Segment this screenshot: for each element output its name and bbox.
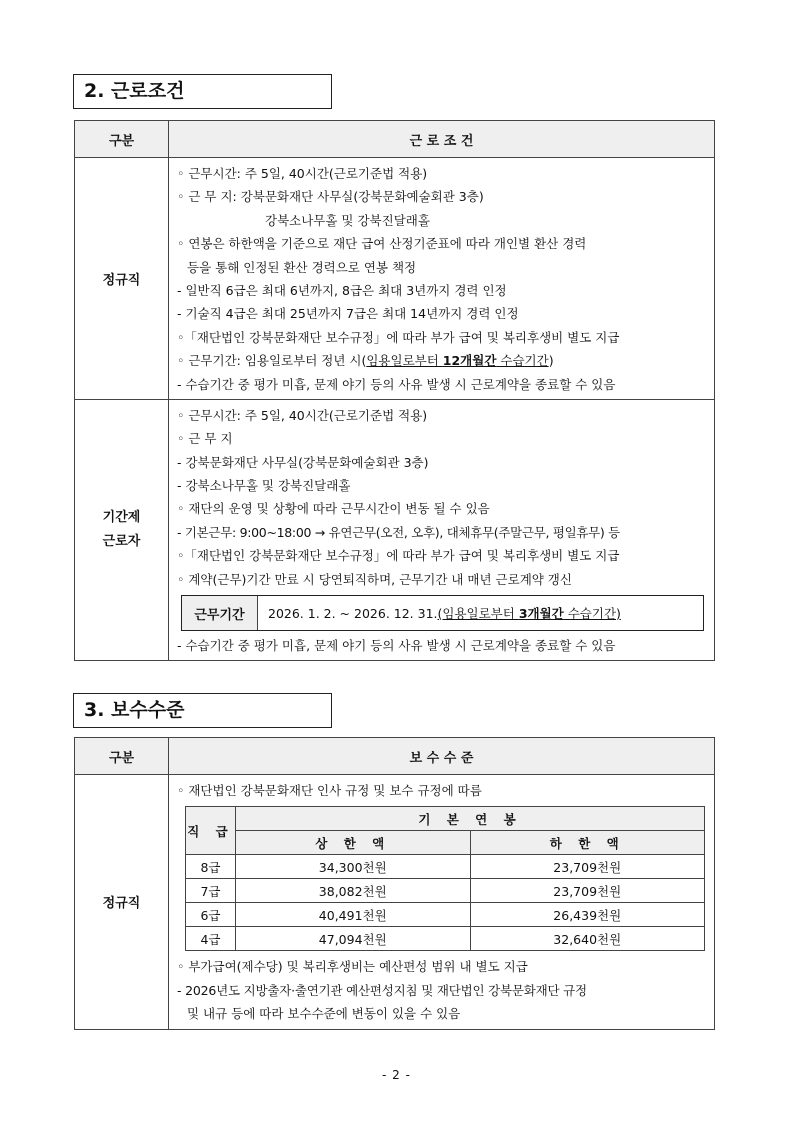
- upper-limit-header: 상 한 액: [236, 831, 471, 855]
- row-label-regular: 정규직: [75, 158, 169, 400]
- list-item: - 기술직 4급은 최대 25년까지 7급은 최대 14년까지 경력 인정: [177, 306, 519, 322]
- grade-cell: 8급: [186, 855, 236, 879]
- list-item: ◦ 재단법인 강북문화재단 인사 규정 및 보수 규정에 따름: [177, 783, 482, 798]
- row-regular: [75, 775, 715, 1030]
- page-number: - 2 -: [382, 1068, 411, 1082]
- row-fixed-term: [75, 399, 715, 661]
- list-item: ◦ 재단의 운영 및 상황에 따라 근무시간이 변동 될 수 있음: [177, 501, 490, 517]
- list-item: - 강북소나무홀 및 강북진달래홀: [177, 478, 351, 494]
- probation-text: [438, 606, 621, 621]
- upper-cell: 34,300천원: [236, 855, 471, 879]
- work-period-value: [258, 604, 621, 622]
- lower-cell: 23,709천원: [470, 855, 705, 879]
- list-item: - 강북문화재단 사무실(강북문화예술회관 3층): [177, 454, 429, 470]
- salary-header-row: [186, 807, 705, 831]
- upper-cell: 47,094천원: [236, 927, 471, 951]
- lower-cell: 32,640천원: [470, 927, 705, 951]
- grade-cell: 6급: [186, 903, 236, 927]
- header-conditions: 근 로 조 건: [169, 121, 715, 158]
- lower-cell: 23,709천원: [470, 879, 705, 903]
- period-prefix: ◦ 근무기간: 임용일로부터 정년 시(: [177, 353, 367, 369]
- header-salary: 보 수 수 준: [169, 738, 715, 775]
- table-row: [186, 855, 705, 879]
- salary-details: [169, 775, 715, 1030]
- header-category: 구분: [75, 738, 169, 775]
- work-period-label: 근무기간: [182, 596, 258, 630]
- list-item: 및 내규 등에 따라 보수수준에 변동이 있을 수 있음: [187, 1006, 461, 1022]
- list-item: ◦ 부가급여(제수당) 및 복리후생비는 예산편성 범위 내 별도 지급: [177, 959, 528, 975]
- fixed-term-conditions: [169, 399, 715, 661]
- row-label-regular: 정규직: [75, 775, 169, 1030]
- list-item: - 수습기간 중 평가 미흡, 문제 야기 등의 사유 발생 시 근로계약을 종료할 수 있음: [177, 376, 616, 392]
- table-header-row: [75, 738, 715, 775]
- list-item: ◦ 계약(근무)기간 만료 시 당연퇴직하며, 근무기간 내 매년 근로계약 갱신: [177, 571, 572, 587]
- probation-c: 수습기간: [496, 353, 549, 369]
- work-conditions-table: [74, 120, 715, 661]
- list-item: - 수습기간 중 평가 미흡, 문제 야기 등의 사유 발생 시 근로계약을 종료할 수 있음: [177, 638, 616, 654]
- label-line-2: 근로자: [102, 534, 141, 550]
- regular-conditions: [169, 158, 715, 400]
- list-item: ◦ 근무시간: 주 5일, 40시간(근로기준법 적용): [177, 166, 428, 181]
- probation-a: 임용일로부터: [366, 353, 443, 369]
- list-item: 등을 통해 인정된 환산 경력으로 연봉 책정: [187, 259, 417, 275]
- label-line-1: 기간제: [102, 510, 141, 526]
- table-row: [186, 879, 705, 903]
- grade-cell: 7급: [186, 879, 236, 903]
- list-item: ◦ 연봉은 하한액을 기준으로 재단 급여 산정기준표에 따라 개인별 환산 경력: [177, 236, 587, 252]
- table-row: [186, 903, 705, 927]
- row-regular: [75, 158, 715, 400]
- list-item: ◦「재단법인 강북문화재단 보수규정」에 따라 부가 급여 및 복리후생비 별도 지급: [177, 329, 620, 345]
- table-header-row: [75, 121, 715, 158]
- grade-cell: 4급: [186, 927, 236, 951]
- list-item: - 기본근무: 9:00~18:00 → 유연근무(오전, 오후), 대체휴무(주말근무, 평일휴무) 등: [177, 524, 620, 540]
- list-item: - 2026년도 지방출자·출연기관 예산편성지침 및 재단법인 강북문화재단 규정: [177, 982, 587, 998]
- upper-cell: 40,491천원: [236, 903, 471, 927]
- list-item: ◦ 근 무 지: [177, 431, 233, 447]
- grade-header: 직 급: [186, 807, 236, 855]
- row-label-fixed-term: [75, 399, 169, 661]
- salary-subheader-row: [186, 831, 705, 855]
- header-category: 구분: [75, 121, 169, 158]
- lower-limit-header: 하 한 액: [470, 831, 705, 855]
- probation-text: [366, 353, 548, 368]
- section-title-work-conditions: 2. 근로조건: [73, 74, 332, 109]
- upper-cell: 38,082천원: [236, 879, 471, 903]
- period-dates: 2026. 1. 2. ~ 2026. 12. 31.: [268, 606, 438, 622]
- work-period-box: [181, 595, 704, 631]
- list-item: - 일반직 6급은 최대 6년까지, 8급은 최대 3년까지 경력 인정: [177, 282, 507, 298]
- table-row: [186, 927, 705, 951]
- lower-cell: 26,439천원: [470, 903, 705, 927]
- work-period-line: [177, 349, 706, 372]
- list-item: ◦ 근무시간: 주 5일, 40시간(근로기준법 적용): [177, 407, 428, 423]
- list-item: 강북소나무홀 및 강북진달래홀: [265, 212, 430, 228]
- period-suffix: ): [548, 353, 554, 369]
- probation-months: 12개월간: [442, 353, 497, 369]
- base-salary-table: [185, 806, 705, 951]
- list-item: ◦ 근 무 지: 강북문화재단 사무실(강북문화예술회관 3층): [177, 189, 484, 205]
- list-item: ◦「재단법인 강북문화재단 보수규정」에 따라 부가 급여 및 복리후생비 별도 지급: [177, 548, 620, 564]
- section-title-salary: 3. 보수수준: [73, 693, 332, 728]
- probation-c: 수습기간): [563, 606, 621, 622]
- probation-months: 3개월간: [518, 606, 564, 622]
- probation-a: (임용일로부터: [437, 606, 519, 622]
- salary-table: [74, 737, 715, 1030]
- base-salary-header: 기 본 연 봉: [236, 807, 705, 831]
